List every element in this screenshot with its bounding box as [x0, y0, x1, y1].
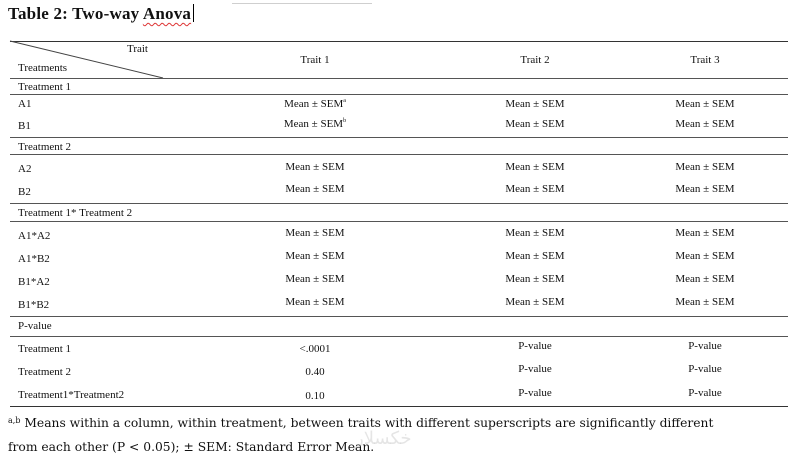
group-rule [10, 221, 788, 222]
cell-trait-1: Mean ± SEM [285, 227, 345, 239]
watermark-text: خکسلار [355, 428, 412, 449]
table-bottom-rule [10, 406, 788, 407]
cell-trait-2: Mean ± SEM [505, 98, 565, 110]
cell-trait-1: 0.40 [305, 366, 325, 378]
table-title[interactable] [8, 4, 194, 24]
group-treatment-interaction: Treatment 1* Treatment 2 [18, 207, 133, 219]
row-label: A1*B2 [18, 253, 50, 265]
header-trait-1: Trait 1 [300, 54, 330, 66]
group-p-value: P-value [18, 320, 52, 332]
group-rule [10, 336, 788, 337]
group-rule [10, 316, 788, 317]
row-label: Treatment1*Treatment2 [18, 389, 125, 401]
cell-trait-3: Mean ± SEM [675, 273, 735, 285]
header-trait: Trait [127, 43, 148, 55]
group-treatment-2: Treatment 2 [18, 141, 72, 153]
cell-trait-3: P-value [688, 363, 722, 375]
cell-trait-1 [260, 98, 370, 110]
text-cursor [193, 4, 194, 22]
footnote-line-1: Means within a column, within treatment, between traits with different superscripts are significantly different [20, 416, 714, 430]
cell-trait-3: P-value [688, 340, 722, 352]
row-label: B1*B2 [18, 299, 50, 311]
cell-trait-1: Mean ± SEM [285, 273, 345, 285]
cell-trait-2: Mean ± SEM [505, 118, 565, 130]
header-trait-2: Trait 2 [520, 54, 550, 66]
group-rule [10, 94, 788, 95]
cell-trait-1 [260, 118, 370, 130]
cell-trait-1: Mean ± SEM [285, 296, 345, 308]
cell-trait-2: Mean ± SEM [505, 183, 565, 195]
title-text: Table 2: Two-way [8, 4, 143, 23]
cell-trait-1: Mean ± SEM [285, 161, 345, 173]
cell-trait-3: Mean ± SEM [675, 296, 735, 308]
group-rule [10, 154, 788, 155]
group-rule [10, 203, 788, 204]
superscript-a: a [343, 98, 346, 104]
cell-trait-2: P-value [518, 387, 552, 399]
cell-trait-3: P-value [688, 387, 722, 399]
cell-trait-2: Mean ± SEM [505, 227, 565, 239]
cell-trait-2: Mean ± SEM [505, 273, 565, 285]
cell-trait-3: Mean ± SEM [675, 118, 735, 130]
group-rule [10, 137, 788, 138]
cell-trait-1: Mean ± SEM [285, 183, 345, 195]
row-label: B1*A2 [18, 276, 50, 288]
row-label: Treatment 2 [18, 366, 72, 378]
header-rule [10, 78, 788, 79]
superscript-b: b [343, 118, 347, 124]
footnote-line-2: from each other (P < 0.05); ± SEM: Standard Error Mean. [8, 440, 375, 454]
cell-trait-3: Mean ± SEM [675, 227, 735, 239]
footnote-superscript: a,b [8, 416, 21, 425]
cell-trait-2: Mean ± SEM [505, 250, 565, 262]
cell-value: Mean ± SEM [283, 118, 344, 130]
cell-trait-3: Mean ± SEM [675, 250, 735, 262]
group-treatment-1: Treatment 1 [18, 81, 72, 93]
row-label: B2 [18, 186, 31, 198]
cell-trait-3: Mean ± SEM [675, 161, 735, 173]
cell-trait-3: Mean ± SEM [675, 98, 735, 110]
row-label: Treatment 1 [18, 343, 72, 355]
cell-trait-1: 0.10 [305, 390, 325, 402]
cell-trait-2: P-value [518, 340, 552, 352]
cell-trait-1: <.0001 [299, 343, 331, 355]
cell-trait-2: Mean ± SEM [505, 296, 565, 308]
header-trait-3: Trait 3 [690, 54, 720, 66]
row-label: A1*A2 [18, 230, 51, 242]
cell-trait-3: Mean ± SEM [675, 183, 735, 195]
cell-trait-2: Mean ± SEM [505, 161, 565, 173]
cell-trait-2: P-value [518, 363, 552, 375]
toolbar-edge [232, 0, 372, 4]
title-anova-word: Anova [142, 4, 192, 23]
header-treatments: Treatments [18, 62, 68, 74]
row-label: A1 [18, 98, 32, 110]
row-label: A2 [18, 163, 32, 175]
cell-value: Mean ± SEM [284, 98, 344, 110]
cell-trait-1: Mean ± SEM [285, 250, 345, 262]
row-label: B1 [18, 120, 31, 132]
